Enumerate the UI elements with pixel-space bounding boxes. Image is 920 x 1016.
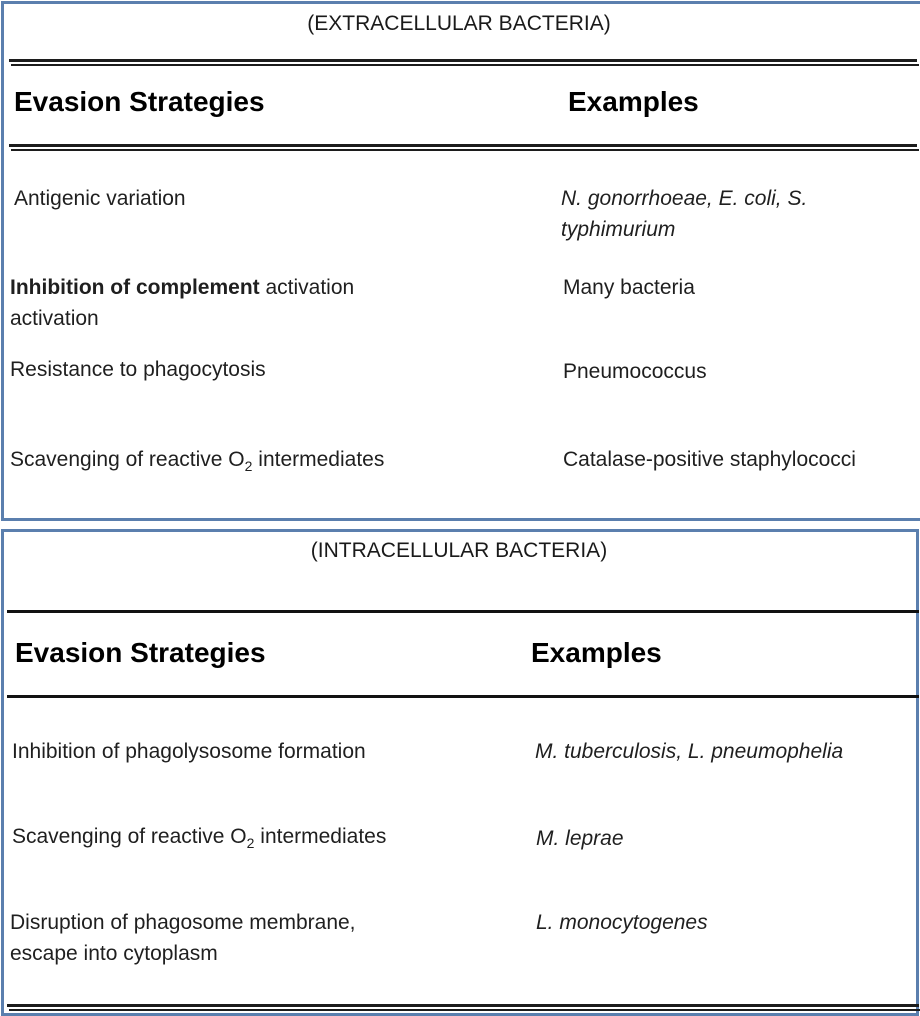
subscript: 2 xyxy=(246,835,255,851)
examples-line: typhimurium xyxy=(561,218,676,241)
strategy-text: Scavenging of reactive O xyxy=(12,825,247,848)
header-bottom-rule xyxy=(7,695,919,698)
table-row-strategy: Inhibition of phagolysosome formation xyxy=(12,740,366,763)
table-row-examples: Catalase-positive staphylococci xyxy=(563,448,856,471)
table-bottom-rule xyxy=(7,1004,919,1007)
header-bottom-rule xyxy=(9,144,917,147)
extracellular-caption: (EXTRACELLULAR BACTERIA) xyxy=(307,12,611,35)
strategy-line: escape into cytoplasm xyxy=(10,942,218,965)
table-row-examples xyxy=(561,183,807,245)
table-row-strategy xyxy=(10,444,384,475)
intracellular-caption: (INTRACELLULAR BACTERIA) xyxy=(310,539,608,562)
table-row-examples: M. tuberculosis, L. pneumophelia xyxy=(535,740,844,763)
table-row-strategy xyxy=(10,907,356,969)
strategy-line: Disruption of phagosome membrane, xyxy=(10,911,356,934)
header-examples: Examples xyxy=(531,637,662,668)
table-row-strategy xyxy=(12,821,386,852)
table-row-examples: L. monocytogenes xyxy=(536,911,708,934)
table-row-strategy: Resistance to phagocytosis xyxy=(10,358,266,381)
table-row-strategy xyxy=(10,272,354,334)
header-evasion-strategies: Evasion Strategies xyxy=(15,637,266,668)
header-top-rule xyxy=(9,59,917,62)
strategy-line xyxy=(10,272,354,303)
strategy-text: Scavenging of reactive O xyxy=(10,448,245,471)
header-evasion-strategies: Evasion Strategies xyxy=(14,86,265,117)
strategy-bold-text: Inhibition of complement xyxy=(10,276,260,299)
extracellular-table-panel xyxy=(1,1,920,521)
strategy-rest-text: activation xyxy=(259,276,355,299)
strategy-text: intermediates xyxy=(254,825,387,848)
table-row-examples: M. leprae xyxy=(536,827,624,850)
intracellular-table-panel xyxy=(1,529,919,1016)
examples-line: N. gonorrhoeae, E. coli, S. xyxy=(561,187,808,210)
strategy-line: activation xyxy=(10,307,99,330)
table-row-strategy: Antigenic variation xyxy=(14,187,186,210)
subscript: 2 xyxy=(244,458,253,474)
header-examples: Examples xyxy=(568,86,699,117)
table-row-examples: Many bacteria xyxy=(563,276,695,299)
strategy-text: intermediates xyxy=(252,448,385,471)
header-top-rule xyxy=(7,610,919,613)
table-row-examples: Pneumococcus xyxy=(563,360,707,383)
